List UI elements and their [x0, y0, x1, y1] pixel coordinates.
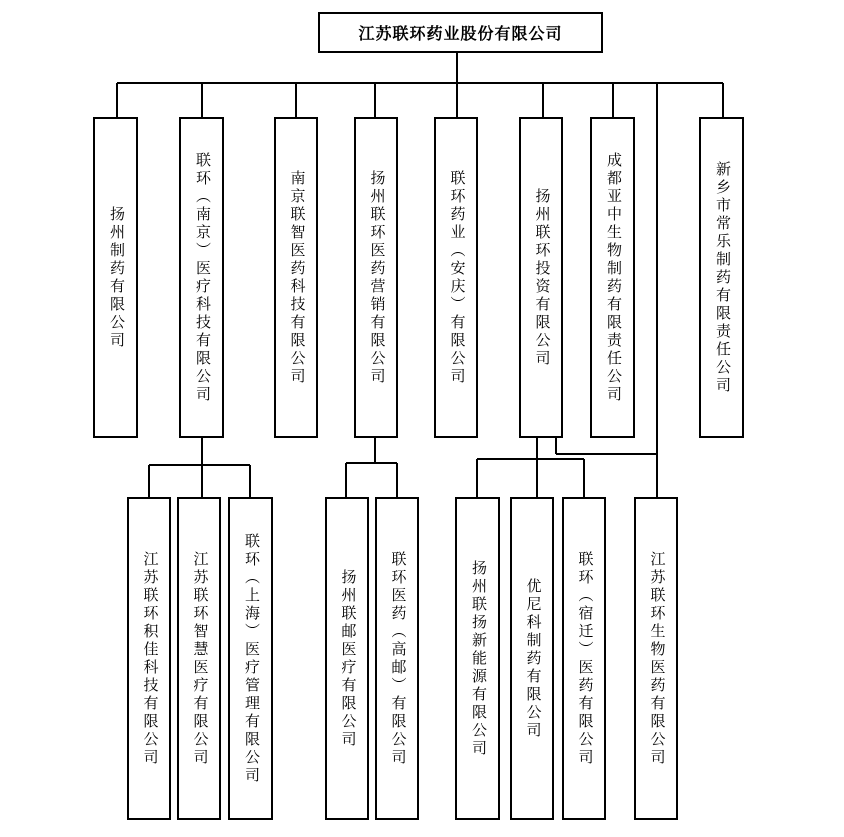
- org-box-lianhuan-anqing: [434, 117, 478, 438]
- org-box-label: 成都亚中生物制药有限责任公司: [605, 151, 621, 404]
- org-box-label: 新乡市常乐制药有限责任公司: [714, 160, 730, 395]
- org-box-label: 南京联智医药科技有限公司: [288, 169, 305, 386]
- org-box-label: 扬州联邮医疗有限公司: [339, 568, 356, 749]
- org-box-jiangsu-lianhuan-shengwu: [634, 497, 678, 820]
- org-box-jiangsu-lianhuan-jijia: [127, 497, 171, 820]
- org-box-label: 联环（南京）医疗科技有限公司: [194, 151, 210, 404]
- org-box-label: 江苏联环智慧医疗有限公司: [191, 550, 208, 767]
- org-box-yangzhou-lianhuan-touzi: [519, 117, 563, 438]
- org-box-yangzhou-zhiyao: [93, 117, 138, 438]
- org-box-label: 扬州联扬新能源有限公司: [470, 559, 486, 758]
- org-box-label: 江苏联环生物医药有限公司: [648, 550, 665, 767]
- org-box-xinxiang-changle: [699, 117, 744, 438]
- org-box-root-label: 江苏联环药业股份有限公司: [358, 26, 563, 43]
- org-box-lianhuan-shanghai-guanli: [228, 497, 273, 820]
- org-box-label: 联环（宿迁）医药有限公司: [576, 550, 593, 767]
- org-box-label: 扬州联环医药营销有限公司: [368, 169, 385, 386]
- org-box-label: 扬州制药有限公司: [108, 205, 124, 350]
- org-box-label: 江苏联环积佳科技有限公司: [141, 550, 158, 767]
- org-box-label: 扬州联环投资有限公司: [533, 187, 550, 368]
- org-box-chengdu-yazhong: [590, 117, 635, 438]
- org-box-label: 优尼科制药有限公司: [524, 577, 541, 740]
- org-box-yangzhou-lianhuan-yingxiao: [354, 117, 398, 438]
- org-box-nanjing-lianzhi: [274, 117, 318, 438]
- org-box-lianhuan-nanjing-yiliao: [179, 117, 224, 438]
- org-box-root: [318, 12, 603, 53]
- org-box-label: 联环（上海）医疗管理有限公司: [243, 532, 259, 785]
- org-box-yangzhou-lianyang-xinnengyuan: [455, 497, 500, 820]
- org-box-lianhuan-suqian: [562, 497, 606, 820]
- org-box-jiangsu-lianhuan-zhihui: [177, 497, 221, 820]
- org-box-label: 联环药业（安庆）有限公司: [448, 169, 465, 386]
- org-box-label: 联环医药（高邮）有限公司: [389, 550, 406, 767]
- org-box-lianhuan-gaoyou: [375, 497, 419, 820]
- org-box-younike-zhiyao: [510, 497, 554, 820]
- org-box-yangzhou-lianyou: [325, 497, 369, 820]
